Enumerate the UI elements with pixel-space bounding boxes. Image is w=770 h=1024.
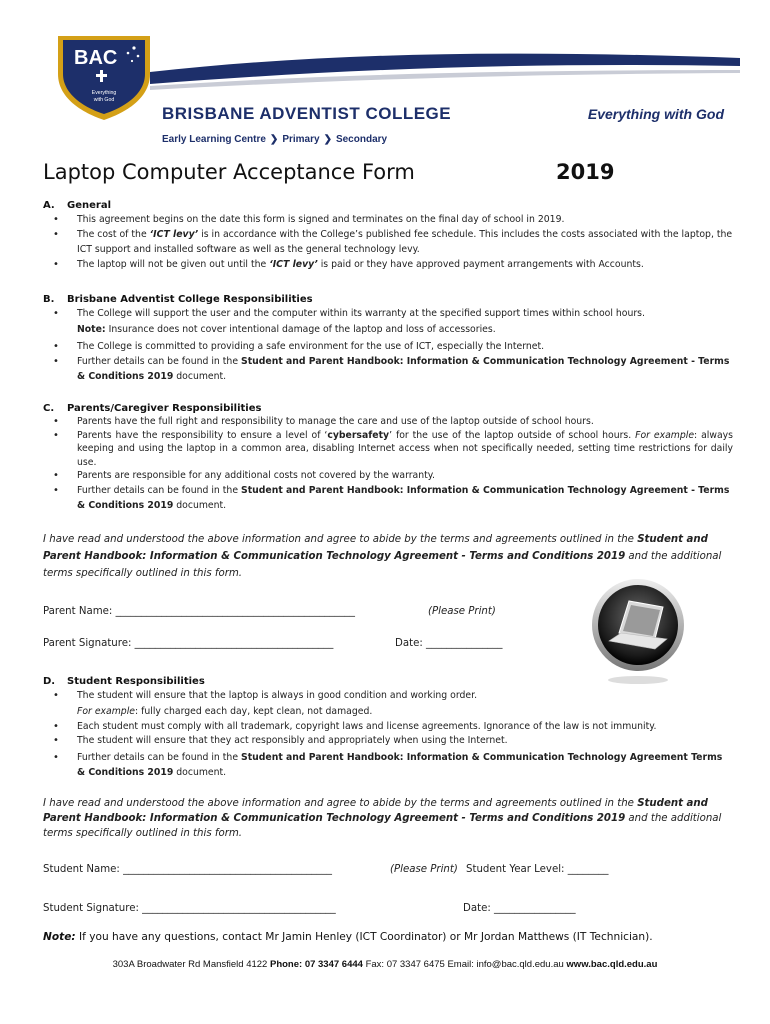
chevron-right-icon: ❯	[323, 134, 332, 145]
parent-date-line[interactable]: _______________	[426, 638, 503, 649]
section-heading: B. Brisbane Adventist College Responsibilities	[43, 294, 313, 305]
contact-note: Note: If you have any questions, contact Mr Jamin Henley (ICT Coordinator) or Mr Jordan Matthews (IT Technician).	[43, 931, 653, 943]
parent-declaration: I have read and understood the above information and agree to abide by the terms and agreements outlined in the Student and Parent Handbook: Information & Communication Technology Agreement - Terms and Conditions 2019 and the additional terms specifically outlined in this form.	[43, 534, 722, 579]
form-year: 2019	[556, 160, 615, 184]
please-print-hint: (Please Print)	[390, 864, 458, 875]
parent-signature-line[interactable]: _______________________________________	[134, 638, 334, 649]
laptop-icon	[583, 577, 693, 687]
section-student-responsibilities	[43, 676, 733, 780]
level-primary: Primary	[282, 134, 320, 145]
list-item: • Parents have the full right and responsibility to manage the care and use of the laptop outside of school hours.	[43, 415, 733, 429]
list-item: • Further details can be found in the Student and Parent Handbook: Information & Communication Technology Agreement Terms & Conditions 2019 document.	[43, 750, 733, 780]
list-item: • Each student must comply with all trademark, copyright laws and license agreements. Ignorance of the law is not immunity.	[43, 720, 733, 734]
list-example: For example: fully charged each day, kept clean, not damaged.	[77, 706, 373, 717]
section-heading: C. Parents/Caregiver Responsibilities	[43, 403, 262, 414]
list-item: • The student will ensure that the laptop is always in good condition and working order.	[43, 688, 733, 703]
college-crest-icon	[52, 34, 156, 120]
section-heading: A. General	[43, 200, 111, 211]
student-declaration: I have read and understood the above information and agree to abide by the terms and agreements outlined in the Student and Parent Handbook: Information & Communication Technology Agreement - Terms and Conditions 2019 and the additional terms specifically outlined in this form.	[43, 798, 722, 839]
section-college-responsibilities	[43, 294, 733, 384]
school-levels	[162, 134, 387, 145]
student-name-line[interactable]: _________________________________________	[123, 864, 332, 875]
chevron-right-icon: ❯	[269, 134, 279, 145]
parent-name-label: Parent Name:	[43, 606, 116, 617]
list-item: • Further details can be found in the Student and Parent Handbook: Information & Communication Technology Agreement - Terms & Conditions 2019 document.	[43, 354, 733, 384]
list-item: • Further details can be found in the Student and Parent Handbook: Information & Communication Technology Agreement - Terms & Conditions 2019 document.	[43, 483, 733, 513]
student-signature-label: Student Signature:	[43, 903, 143, 914]
parent-signature-field[interactable]	[43, 638, 333, 649]
student-year-level-field[interactable]	[466, 864, 608, 875]
section-general	[43, 200, 733, 272]
list-note: Note: Insurance does not cover intentional damage of the laptop and loss of accessories.	[77, 324, 496, 335]
svg-text:Everything: Everything	[91, 90, 117, 96]
level-early-learning: Early Learning Centre	[162, 134, 266, 145]
student-date-field[interactable]	[463, 903, 576, 914]
list-item: • The College is committed to providing a safe environment for the use of ICT, especially the Internet.	[43, 339, 733, 354]
college-name: BRISBANE ADVENTIST COLLEGE	[162, 104, 452, 123]
student-name-field[interactable]	[43, 864, 332, 875]
list-item: • The cost of the ‘ICT levy’ is in accordance with the College’s published fee schedule. This includes the costs associated with the laptop, the ICT support and installed software as well as the general technology levy.	[43, 227, 733, 257]
parent-signature-label: Parent Signature:	[43, 638, 135, 649]
parent-name-field[interactable]	[43, 606, 355, 617]
student-date-line[interactable]: ________________	[494, 903, 576, 914]
list-item: • The laptop will not be given out until the ‘ICT levy’ is paid or they have approved payment arrangements with Accounts.	[43, 257, 733, 272]
student-signature-field[interactable]	[43, 903, 336, 914]
list-item: • Parents have the responsibility to ensure a level of ‘cybersafety’ for the use of the laptop outside of school hours. For example: always keeping and using the laptop in a common area, disabling Internet access when not specifically needed, setting time restrictions for daily use.	[43, 429, 733, 470]
please-print-hint: (Please Print)	[428, 606, 496, 617]
student-year-level-label: Student Year Level:	[466, 864, 568, 875]
student-name-label: Student Name:	[43, 864, 124, 875]
college-website-link[interactable]: www.bac.qld.edu.au	[566, 959, 658, 970]
student-year-level-line[interactable]: ________	[567, 864, 609, 875]
crest-text: BAC	[74, 47, 118, 69]
parent-date-field[interactable]	[395, 638, 502, 649]
list-item: • The College will support the user and the computer within its warranty at the specified support times within school hours.	[43, 306, 733, 321]
parent-date-label: Date:	[395, 638, 427, 649]
section-parent-responsibilities	[43, 403, 733, 513]
college-motto: Everything with God	[587, 106, 724, 122]
list-item: • Parents are responsible for any additional costs not covered by the warranty.	[43, 469, 733, 483]
college-address: 303A Broadwater Rd Mansfield 4122 Phone: 07 3347 6444 Fax: 07 3347 6475 Email: info@bac.qld.edu.au www.bac.qld.edu.au	[112, 959, 658, 970]
list-item: • This agreement begins on the date this form is signed and terminates on the final day of school in 2019.	[43, 212, 733, 227]
section-heading: D. Student Responsibilities	[43, 676, 205, 687]
parent-name-line[interactable]: _______________________________________________	[115, 606, 355, 617]
student-date-label: Date:	[463, 903, 495, 914]
svg-text:with God: with God	[93, 97, 115, 103]
student-signature-line[interactable]: ______________________________________	[142, 903, 336, 914]
level-secondary: Secondary	[335, 134, 388, 145]
form-title: Laptop Computer Acceptance Form	[43, 160, 415, 184]
list-item: • The student will ensure that they act responsibly and appropriately when using the Internet.	[43, 734, 733, 748]
